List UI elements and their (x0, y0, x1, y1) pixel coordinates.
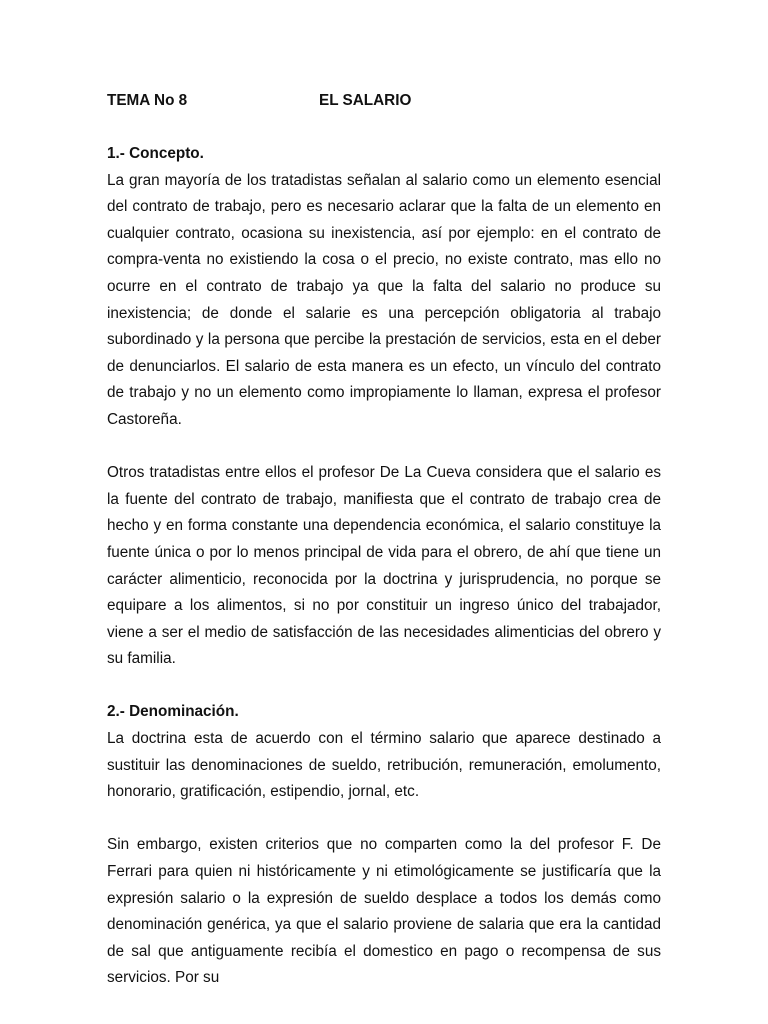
paragraph-denominacion-1: La doctrina esta de acuerdo con el término salario que aparece destinado a sustituir las denominaciones de sueldo, retribución, remuneración, emolumento, honorario, gratificación, estipendio, jornal, etc. (107, 730, 661, 801)
topic-number: TEMA No 8 (107, 92, 188, 109)
document-title: EL SALARIO (319, 92, 412, 109)
document-body (107, 141, 661, 992)
document-header (107, 88, 667, 114)
section-denominacion (107, 699, 661, 992)
section-concepto (107, 141, 661, 673)
paragraph-concepto-1: La gran mayoría de los tratadistas señalan al salario como un elemento esencial del contrato de trabajo, pero es necesario aclarar que la falta de un elemento en cualquier contrato, ocasiona su inexistencia, así por ejemplo: en el contrato de compra-venta no existiendo la cosa o el precio, no existe contrato, mas ello no ocurre en el contrato de trabajo ya que la falta del salario no produce su inexistencia; de donde el salarie es una percepción obligatoria al trabajo subordinado y la persona que percibe la prestación de servicios, esta en el deber de denunciarlos. El salario de esta manera es un efecto, un vínculo del contrato de trabajo y no un elemento como impropiamente lo llaman, expresa el profesor Castoreña. (107, 171, 661, 428)
paragraph-concepto-2: Otros tratadistas entre ellos el profesor De La Cueva considera que el salario es la fuente del contrato de trabajo, manifiesta que el contrato de trabajo crea de hecho y en forma constante una dependencia económica, el salario constituye la fuente única o por lo menos principal de vida para el obrero, de ahí que tiene un carácter alimenticio, reconocida por la doctrina y jurisprudencia, no porque se equipare a los alimentos, si no por constituir un ingreso único del trabajador, viene a ser el medio de satisfacción de las necesidades alimenticias del obrero y su familia. (107, 464, 661, 668)
section-heading-concepto: 1.- Concepto. (107, 145, 204, 162)
paragraph-denominacion-2: Sin embargo, existen criterios que no comparten como la del profesor F. De Ferrari para quien ni históricamente y ni etimológicamente se justificaría que la expresión salario o la expresión de sueldo desplace a todos los demás como denominación genérica, ya que el salario proviene de salaria que era la cantidad de sal que antiguamente recibía el domestico en pago o recompensa de sus servicios. Por su (107, 836, 661, 987)
section-heading-denominacion: 2.- Denominación. (107, 703, 239, 721)
